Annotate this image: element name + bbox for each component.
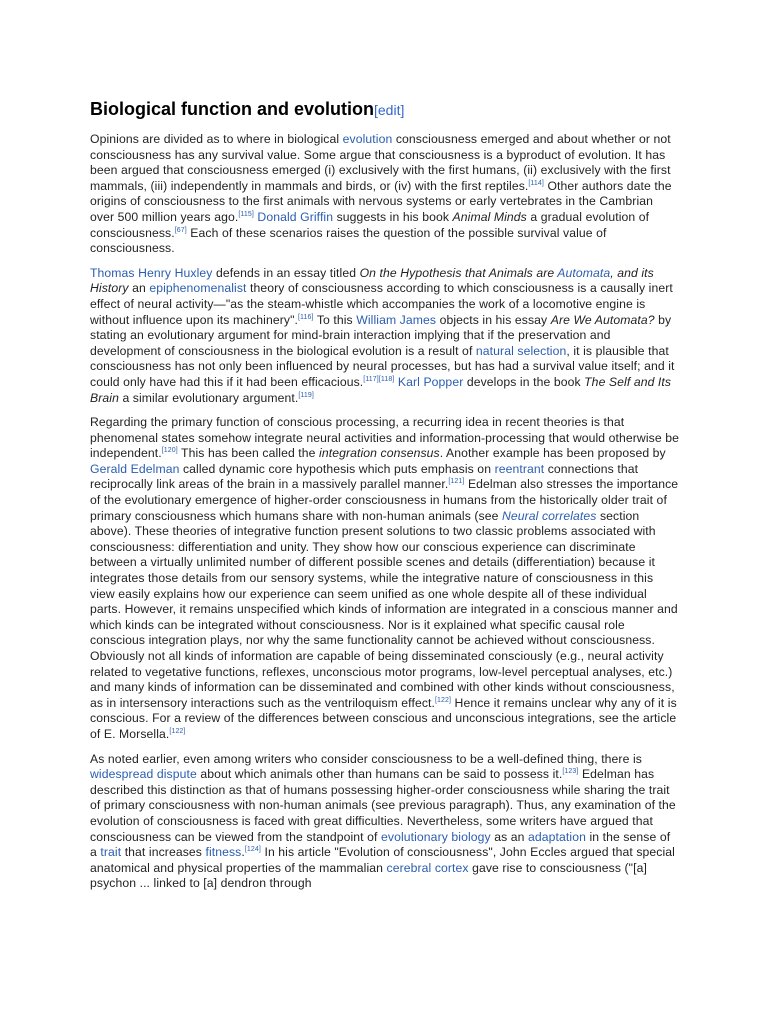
text-run: in the sense of a (90, 829, 671, 860)
citation-ref[interactable]: [67] (174, 226, 187, 234)
text-run: defends in an essay titled (212, 265, 360, 280)
text-run: that increases (121, 845, 206, 860)
text-run: , it is plausible that consciousness has not only been influenced by neural processes, but has had a survival value itself; and it could only have had this if it had been efficacious. (90, 343, 675, 389)
text-run: Edelman also stresses the importance of the evolutionary emergence of higher-order consciousness in humans from the historically older trait of primary consciousness which humans share with non-human animals (see (90, 477, 679, 523)
wiki-link[interactable]: Donald Griffin (257, 209, 334, 224)
text-run: This has been called the (177, 446, 320, 461)
wiki-link[interactable]: evolutionary biology (381, 829, 491, 844)
text-run: a similar evolutionary argument. (118, 390, 299, 405)
citation-ref[interactable]: [124] (244, 846, 261, 854)
body-paragraph (90, 415, 680, 742)
text-run: Regarding the primary function of conscious processing, a recurring idea in recent theories is that phenomenal states somehow integrate neural activities and information-processing that would otherwise be independent. (90, 415, 679, 461)
text-run: a gradual evolution of consciousness. (90, 209, 650, 240)
text-run: as an (490, 829, 529, 844)
text-run: Each of these scenarios raises the question of the possible survival value of consciousness. (90, 225, 607, 256)
citation-ref[interactable]: [115] (238, 210, 254, 218)
section-body (90, 132, 680, 892)
text-run: connections that reciprocally link areas of the brain in a massively parallel manner. (90, 461, 639, 492)
section-heading (90, 96, 680, 123)
text-run: Are We Automata? (550, 312, 655, 327)
text-run: As noted earlier, even among writers who consider consciousness to be a well-defined thing, there is (90, 751, 642, 766)
wiki-link[interactable]: adaptation (528, 829, 586, 844)
edit-section-link[interactable] (374, 102, 404, 118)
text-run: integration consensus (319, 446, 440, 461)
citation-ref[interactable]: [116] (297, 313, 314, 321)
wiki-link[interactable]: Gerald Edelman (90, 461, 180, 476)
body-paragraph (90, 266, 680, 406)
text-run: The Self and Its Brain (90, 374, 672, 405)
text-run: Opinions are divided as to where in biological (90, 132, 343, 146)
wiki-link[interactable]: fitness (205, 845, 242, 860)
text-run: theory of consciousness according to which consciousness is a causally inert effect of neural activity—"as the steam-whistle which accompanies the work of a locomotive engine is without influence upon its machinery". (90, 281, 673, 327)
text-run: To this (313, 312, 357, 327)
citation-ref[interactable]: [122] (169, 727, 186, 735)
body-paragraph (90, 752, 680, 892)
text-run: On the Hypothesis that Animals are (359, 265, 558, 280)
citation-ref[interactable]: [117][118] (363, 375, 395, 383)
text-run: , and its History (90, 265, 654, 296)
edit-link[interactable]: edit (377, 102, 401, 118)
text-run: In his article "Evolution of consciousness", John Eccles argued that special anatomical and physical properties of the mammalian (90, 845, 675, 875)
wiki-link[interactable]: trait (100, 845, 122, 860)
wiki-link[interactable]: Karl Popper (397, 374, 464, 389)
text-run: consciousness emerged and about whether or not consciousness has any survival value. Some argue that consciousness is a byproduct of evolution. It has been argued that consciousness emerged (i) exclusively with the first humans, (ii) exclusively with the first mammals, (iii) independently in mammals and birds, or (iv) with the first reptiles. (90, 132, 671, 193)
wiki-link[interactable]: Neural correlates (501, 508, 597, 523)
text-run: develops in the book (463, 374, 585, 389)
edit-bracket-close: ] (400, 102, 405, 118)
body-paragraph (90, 132, 680, 257)
wiki-link[interactable]: evolution (342, 132, 393, 146)
citation-ref[interactable]: [122] (434, 696, 452, 704)
article-content (90, 96, 680, 901)
text-run: objects in his essay (436, 312, 551, 327)
citation-ref[interactable]: [121] (448, 478, 465, 486)
wiki-link[interactable]: Thomas Henry Huxley (90, 265, 213, 280)
text-run: Edelman has described this distinction as that of humans possessing higher-order consciousness while sharing the trait of primary consciousness with non-human animals (see previous paragraph). Thus, any examination of the evolution of consciousness is faced with great difficulties. Nevertheless, some writers have argued that consciousness can be viewed from the standpoint of (90, 767, 676, 844)
wiki-link[interactable]: natural selection (475, 343, 567, 358)
edit-bracket-open: [ (374, 102, 378, 118)
text-run: Other authors date the origins of consciousness to the first animals with nervous systems or early vertebrates in the Cambrian over 500 million years ago. (90, 178, 672, 224)
citation-ref[interactable]: [114] (528, 179, 544, 187)
wiki-link[interactable]: reentrant (494, 461, 545, 476)
text-run: about which animals other than humans can be said to possess it. (196, 767, 563, 782)
section-title: Biological function and evolution (90, 99, 374, 119)
text-run: Animal Minds (452, 209, 527, 224)
text-run: gave rise to consciousness ("[a] psychon ... linked to [a] dendron through (90, 860, 647, 891)
citation-ref[interactable]: [119] (298, 391, 314, 399)
wiki-link[interactable]: Automata (557, 265, 611, 280)
text-run: section above). These theories of integrative function present solutions to two classic problems associated with consciousness: differentiation and unity. They show how our conscious experience can discriminate between a virtually unlimited number of different possible scenes and details (differentiation) because it integrates those details from our sensory systems, while the integrative nature of consciousness in this view easily explains how our experience can seem unified as one whole despite all of these individual parts. However, it remains unspecified which kinds of information are integrated in a conscious manner and which kinds can be integrated without consciousness. Nor is it explained what specific causal role conscious integration plays, nor why the same functionality cannot be achieved without consciousness. Obviously not all kinds of information are capable of being disseminated consciously (e.g., neural activity related to vegetative functions, reflexes, unconscious motor programs, low-level perceptual analyses, etc.) and many kinds of information can be disseminated and combined with other kinds without consciousness, as in intersensory interactions such as the ventriloquism effect. (90, 508, 678, 710)
wiki-link[interactable]: epiphenomenalist (149, 281, 247, 296)
wiki-link[interactable]: widespread dispute (90, 767, 197, 782)
wiki-link[interactable]: cerebral cortex (386, 860, 469, 875)
citation-ref[interactable]: [120] (161, 447, 178, 455)
text-run: called dynamic core hypothesis which puts emphasis on (179, 461, 495, 476)
text-run: Hence it remains unclear why any of it is conscious. For a review of the differences between conscious and unconscious integrations, see the article of E. Morsella. (90, 695, 677, 741)
citation-ref[interactable]: [123] (562, 768, 579, 776)
text-run: suggests in his book (333, 209, 453, 224)
text-run: . Another example has been proposed by (439, 446, 666, 461)
text-run: . (241, 845, 245, 860)
text-run: by stating an evolutionary argument for mind-brain interaction implying that if the preservation and development of consciousness in the biological evolution is a result of (90, 312, 672, 358)
wiki-link[interactable]: William James (356, 312, 437, 327)
text-run: an (128, 281, 150, 296)
